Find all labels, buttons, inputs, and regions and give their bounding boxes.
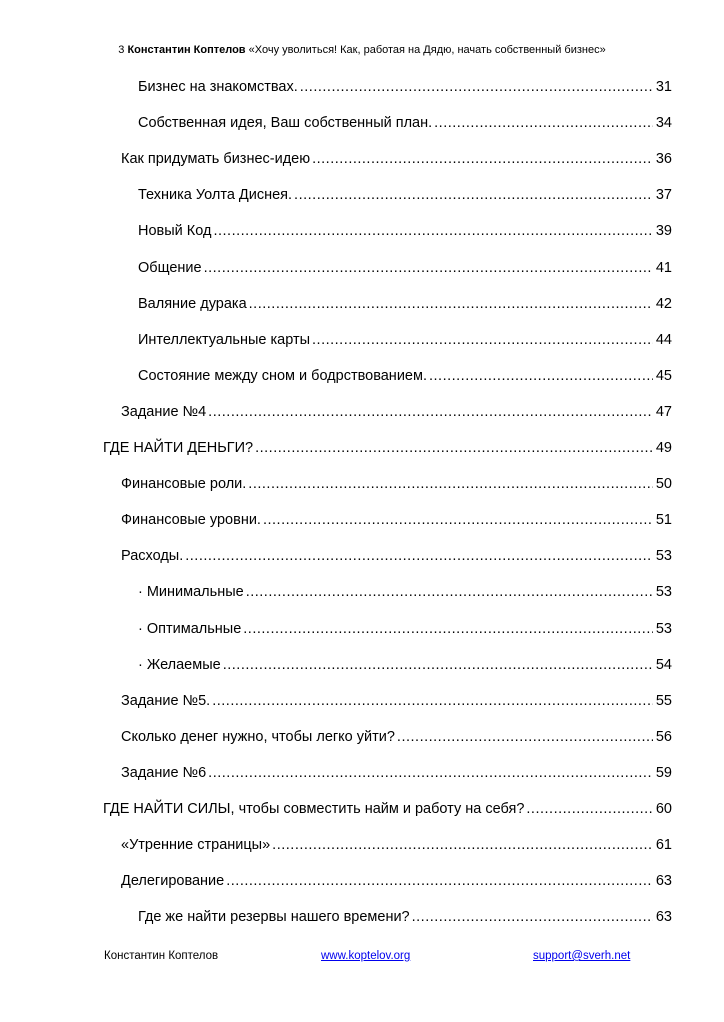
toc-entry-page: 53: [655, 548, 672, 565]
toc-entry-title: Задание №6: [121, 764, 207, 781]
toc-entry[interactable]: [121, 869, 672, 891]
toc-entry-page: 53: [655, 620, 672, 637]
toc-entry-title: Бизнес на знакомствах.: [138, 79, 298, 95]
toc-dot-leader: [212, 691, 653, 711]
toc-entry[interactable]: [121, 508, 672, 530]
toc-entry[interactable]: [138, 75, 672, 97]
toc-entry-title: Где же найти резервы нашего времени?: [138, 909, 410, 926]
toc-entry[interactable]: [121, 761, 672, 783]
toc-dot-leader: [434, 113, 653, 133]
toc-entry-title: · Минимальные: [138, 584, 244, 601]
toc-entry-title: Интеллектуальные карты: [138, 331, 311, 348]
toc-entry-page: 51: [655, 512, 672, 529]
toc-entry-page: 59: [655, 764, 672, 781]
page-footer: [0, 950, 724, 966]
header-book-title: «Хочу уволиться! Как, работая на Дядю, начать собственный бизнес»: [248, 44, 606, 56]
toc-entry[interactable]: [138, 292, 672, 314]
toc-entry[interactable]: [138, 111, 672, 133]
toc-entry[interactable]: [138, 364, 672, 386]
footer-author: Константин Коптелов: [104, 950, 219, 962]
toc-entry-title: Делегирование: [121, 873, 225, 890]
toc-dot-leader: [300, 77, 653, 97]
toc-entry-page: 63: [655, 909, 672, 926]
toc-dot-leader: [204, 258, 653, 278]
toc-entry-page: 31: [655, 79, 672, 95]
toc-entry[interactable]: [138, 328, 672, 350]
toc-entry-page: 53: [655, 584, 672, 601]
toc-dot-leader: [294, 185, 653, 205]
toc-entry-page: 47: [655, 403, 672, 420]
toc-dot-leader: [246, 582, 653, 602]
toc-entry[interactable]: [138, 256, 672, 278]
page-header: [0, 44, 724, 56]
toc-dot-leader: [185, 546, 653, 566]
toc-entry[interactable]: [103, 797, 672, 819]
toc-entry-title: Задание №4: [121, 403, 207, 420]
toc-entry-title: Расходы.: [121, 548, 184, 565]
toc-dot-leader: [208, 763, 653, 783]
toc-entry-title: Общение: [138, 259, 202, 276]
toc-dot-leader: [248, 474, 653, 494]
toc-dot-leader: [526, 799, 652, 819]
header-author: Константин Коптелов: [127, 44, 246, 56]
toc-entry-title: ГДЕ НАЙТИ ДЕНЬГИ?: [103, 440, 254, 456]
toc-entry-title: Как придумать бизнес-идею: [121, 151, 311, 168]
toc-dot-leader: [397, 727, 653, 747]
footer-website-link[interactable]: www.koptelov.org: [321, 950, 411, 962]
toc-entry[interactable]: [121, 472, 672, 494]
toc-dot-leader: [226, 871, 653, 891]
toc-entry-title: · Оптимальные: [138, 620, 242, 637]
toc-entry-page: 41: [655, 259, 672, 276]
header-page-number: 3: [118, 44, 125, 56]
toc-entry[interactable]: [121, 833, 672, 855]
toc-dot-leader: [429, 366, 653, 386]
toc-entry-page: 34: [655, 115, 672, 132]
toc-entry-title: · Желаемые: [138, 656, 221, 673]
toc-entry-page: 54: [655, 656, 672, 673]
toc-dot-leader: [312, 149, 653, 169]
toc-entry-page: 56: [655, 728, 672, 745]
toc-entry[interactable]: [121, 544, 672, 566]
toc-entry-page: 36: [655, 151, 672, 168]
toc-dot-leader: [312, 330, 653, 350]
toc-entry-title: Задание №5.: [121, 692, 211, 709]
toc-entry[interactable]: [138, 617, 672, 639]
toc-entry-page: 63: [655, 873, 672, 890]
toc-dot-leader: [208, 402, 653, 422]
toc-dot-leader: [412, 907, 653, 927]
toc-entry-page: 44: [655, 331, 672, 348]
toc-dot-leader: [255, 438, 653, 458]
toc-dot-leader: [243, 619, 653, 639]
toc-entry-page: 50: [655, 476, 672, 493]
toc-entry-title: ГДЕ НАЙТИ СИЛЫ, чтобы совместить найм и работу на себя?: [103, 801, 525, 817]
toc-dot-leader: [213, 221, 652, 241]
toc-entry[interactable]: [138, 580, 672, 602]
toc-entry-page: 61: [655, 837, 672, 854]
toc-entry[interactable]: [138, 219, 672, 241]
toc-entry[interactable]: [121, 725, 672, 747]
toc-entry[interactable]: [121, 147, 672, 169]
toc-entry-title: Сколько денег нужно, чтобы легко уйти?: [121, 728, 395, 745]
toc-entry-title: Техника Уолта Диснея.: [138, 187, 293, 204]
toc-entry[interactable]: [138, 653, 672, 675]
toc-entry-title: Состояние между сном и бодрствованием.: [138, 367, 427, 384]
toc-entry-page: 37: [655, 187, 672, 204]
toc-entry-page: 39: [655, 223, 672, 240]
toc-entry-page: 42: [655, 295, 672, 312]
footer-email-link[interactable]: support@sverh.net: [533, 950, 631, 962]
toc-entry-page: 60: [655, 801, 672, 817]
toc-entry-title: Валяние дурака: [138, 295, 247, 312]
toc-entry-page: 55: [655, 692, 672, 709]
toc-dot-leader: [249, 294, 653, 314]
toc-dot-leader: [272, 835, 653, 855]
toc-entry-title: Собственная идея, Ваш собственный план.: [138, 115, 433, 132]
toc-entry[interactable]: [138, 183, 672, 205]
toc-entry-title: Финансовые роли.: [121, 476, 247, 493]
toc-entry[interactable]: [103, 436, 672, 458]
toc-entry-page: 49: [655, 440, 672, 456]
toc-entry[interactable]: [121, 689, 672, 711]
toc-entry-title: Финансовые уровни.: [121, 512, 261, 529]
toc-dot-leader: [263, 510, 653, 530]
toc-entry-page: 45: [655, 367, 672, 384]
toc-entry[interactable]: [121, 400, 672, 422]
toc-dot-leader: [223, 655, 653, 675]
toc-entry[interactable]: [138, 905, 672, 927]
toc-entry-title: «Утренние страницы»: [121, 837, 271, 854]
toc-entry-title: Новый Код: [138, 223, 212, 240]
